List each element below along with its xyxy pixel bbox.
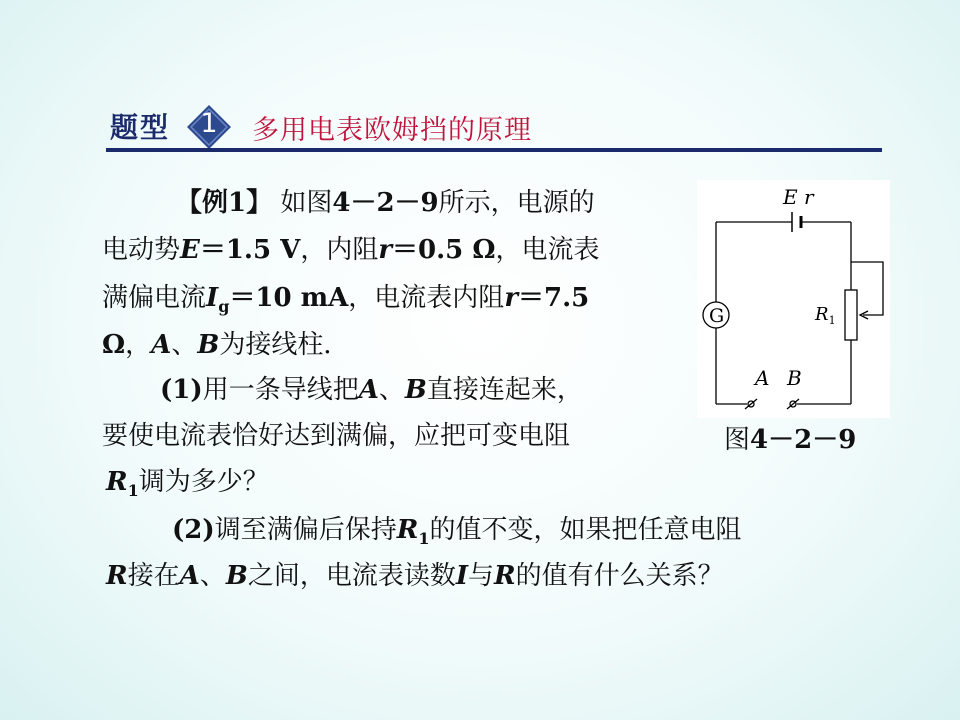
- var-R: R: [396, 515, 419, 545]
- text: 如图: [280, 188, 333, 218]
- terminal-A-label: A: [755, 366, 770, 390]
- text: 调至满偏后保持: [214, 515, 397, 545]
- text: 的值不变，如果把任意电阻: [429, 515, 742, 545]
- terminal-B-label: B: [787, 366, 802, 390]
- text: ，电流表: [495, 235, 600, 265]
- text: 为接线柱．: [219, 330, 350, 360]
- text: 的值有什么关系？: [515, 561, 724, 591]
- subscript-1: 1: [418, 529, 430, 548]
- value-rg: ＝7.5: [518, 283, 590, 313]
- question-1-line-2: [102, 411, 570, 461]
- text: 调为多少？: [138, 467, 269, 497]
- var-B: B: [197, 330, 220, 360]
- section-number-badge: [186, 104, 232, 150]
- value-Ig: ＝10 mA: [229, 283, 349, 313]
- var-r: r: [504, 283, 519, 313]
- value-r: ＝0.5 Ω: [392, 235, 496, 265]
- subscript-1: 1: [127, 481, 139, 500]
- question-1-line-1: [160, 365, 583, 415]
- text: 要使电流表恰好达到满偏，应把可变电阻: [102, 421, 571, 451]
- problem-line-2: [102, 225, 599, 275]
- var-I: I: [455, 561, 468, 591]
- battery-label: E r: [783, 185, 814, 209]
- figure-caption: [724, 420, 856, 460]
- text: 、: [378, 375, 405, 405]
- text: 所示，电源的: [438, 188, 595, 218]
- var-R: R: [106, 561, 128, 591]
- header-divider: [106, 148, 882, 152]
- text: 、: [199, 561, 226, 591]
- circuit-diagram: [697, 180, 890, 418]
- var-A: A: [358, 375, 379, 405]
- var-A: A: [151, 330, 172, 360]
- var-B: B: [225, 561, 248, 591]
- text: ，: [125, 330, 152, 360]
- resistor-subscript: 1: [828, 314, 836, 327]
- var-B: B: [404, 375, 427, 405]
- text: 电动势: [102, 235, 181, 265]
- section-title: 多用电表欧姆挡的原理: [252, 115, 532, 146]
- figure-ref: 4－2－9: [332, 188, 439, 218]
- question-2-line-1: [172, 505, 741, 555]
- question-number: (2): [172, 515, 215, 545]
- unit-ohm: Ω: [102, 330, 126, 360]
- var-R: R: [494, 561, 516, 591]
- text: 接在: [127, 561, 180, 591]
- resistor-R: R: [815, 304, 829, 325]
- text: 与: [468, 561, 495, 591]
- example-label: 【例1】: [176, 188, 273, 218]
- problem-line-3: [102, 273, 589, 323]
- var-I: I: [206, 283, 219, 313]
- var-A: A: [179, 561, 200, 591]
- var-R: R: [106, 467, 128, 497]
- question-1-line-3: [106, 457, 269, 507]
- text: 用一条导线把: [202, 375, 359, 405]
- circuit-figure: [697, 180, 890, 418]
- text: ，内阻: [300, 235, 379, 265]
- text: 满偏电流: [102, 283, 207, 313]
- var-E: E: [180, 235, 200, 265]
- problem-line-1: [176, 178, 595, 228]
- caption-number: 4－2－9: [750, 425, 857, 455]
- value-E: ＝1.5 V: [199, 235, 301, 265]
- section-tag: 题型: [110, 111, 171, 144]
- subscript-g: g: [218, 297, 230, 316]
- text: ，电流表内阻: [348, 283, 505, 313]
- section-number: 1: [200, 108, 218, 139]
- caption-prefix: 图: [724, 425, 751, 455]
- text: 之间，电流表读数: [247, 561, 456, 591]
- text: 、: [171, 330, 198, 360]
- section-header: [106, 102, 882, 152]
- text: 直接连起来，: [426, 375, 583, 405]
- var-r: r: [378, 235, 393, 265]
- galvanometer-label: G: [709, 305, 725, 327]
- question-number: (1): [160, 375, 203, 405]
- resistor-label: [814, 304, 836, 327]
- question-2-line-2: [106, 551, 724, 601]
- problem-line-4: [102, 320, 349, 370]
